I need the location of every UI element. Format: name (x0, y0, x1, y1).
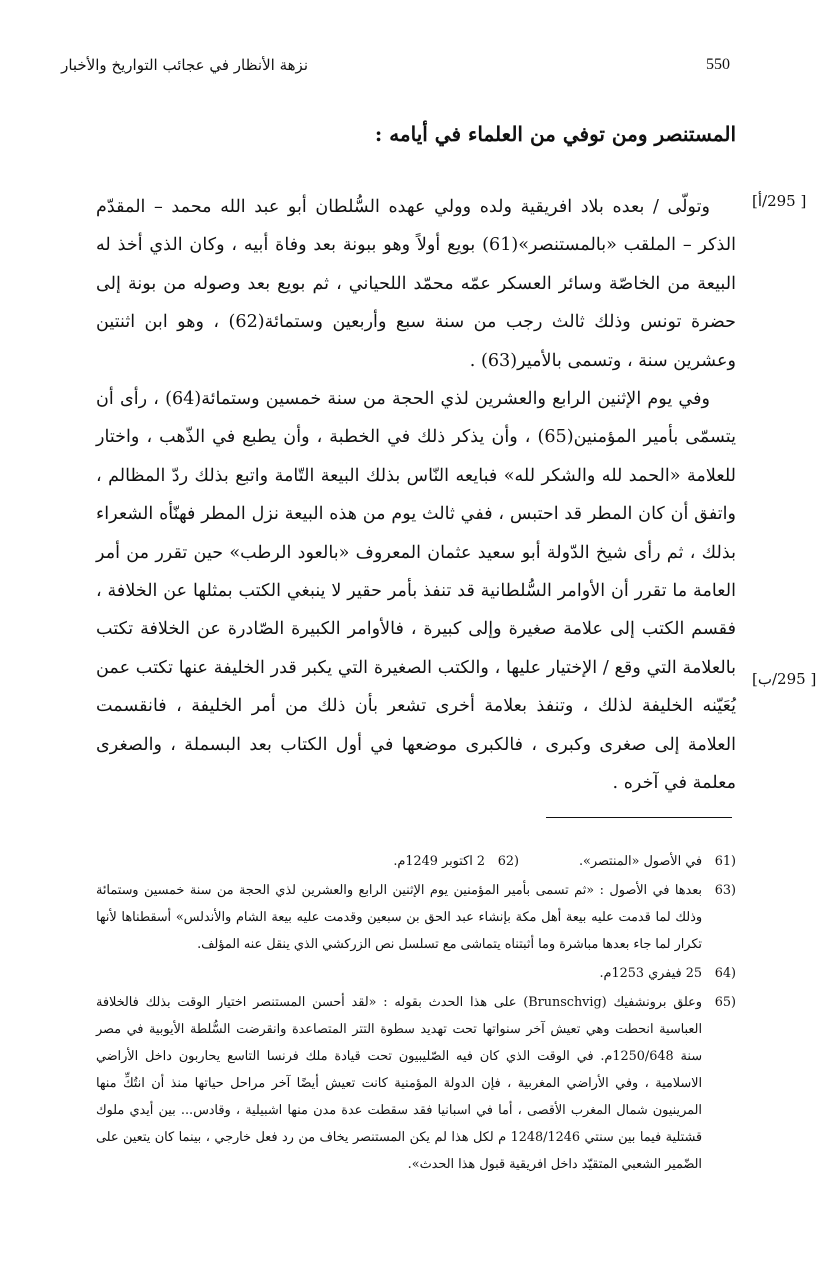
footnote-65 (96, 989, 736, 1178)
footnote-rule (546, 817, 732, 818)
footnote-number: 62) (497, 854, 519, 869)
paragraph-1: وتولّى / بعده بلاد افريقية ولده وولي عهده السُّلطان أبو عبد الله محمد – المقدّم الذكر – الملقب «بالمستنصر»(61) بويع أولاً وهو ببونة بعد وفاة أبيه ، وكان الذي أخذ له البيعة من الخاصّة وسائر العسكر عمّه محمّد اللحياني ، ثم بويع بعد وصوله من بونة إلى حضرة تونس وذلك ثالث رجب من سنة سبع وأربعين وستمائة(62) ، وهو ابن اثنتين وعشرين سنة ، وتسمى بالأمير(63) . (96, 197, 736, 371)
footnote-62 (393, 848, 519, 875)
paragraph-2: وفي يوم الإثنين الرابع والعشرين لذي الحجة من سنة خمسين وستمائة(64) ، رأى أن يتسمّى بأمير المؤمنين(65) ، وأن يذكر ذلك في الخطبة ، وأن يطبع في الذّهب ، واختار للعلامة «الحمد لله والشكر لله» فبايعه النّاس بذلك البيعة التّامة واتبع بذلك ردّ المظالم ، واتفق أن كان المطر قد احتبس ، ففي ثالث يوم من هذه البيعة نزل المطر فهنّأه الشعراء بذلك ، ثم رأى شيخ الدّولة أبو سعيد عثمان المعروف «بالعود الرطب» حين تقرر من أمر العامة ما تقرر أن الأوامر السُّلطانية قد تنفذ بأمر حقير لا ينبغي الكتب بمثلها عن الخلافة ، فقسم الكتب إلى علامة صغيرة وإلى كبيرة ، فالأوامر الكبيرة الصّادرة عن الخلافة تكتب بالعلامة التي وقع / الإختيار عليها ، والكتب الصغيرة التي يكبر قدر الخليفة عنها تكتب عمن يُعَيّنه الخليفة لذلك ، وتنفذ بعلامة أخرى تشعر بأن ذلك من أمر الخليفة ، فانقسمت العلامة إلى صغرى وكبرى ، فالكبرى موضعها في أول الكتاب بعد البسملة ، والصغرى معلمة في آخره . (96, 389, 736, 794)
running-title: نزهة الأنظار في عجائب التواريخ والأخبار (61, 56, 308, 74)
footnote-number: 65) (714, 995, 736, 1010)
footnote-text: وعلق برونشفيك (Brunschvig) على هذا الحدث بقوله : «لقد أحسن المستنصر اختيار الوقت بذلك فالخلافة العباسية انحطت وهي تعيش آخر سنواتها تحت تهديد سطوة التتر المتصاعدة وانقرضت السُّلطة الأيوبية في مصر سنة 1250/648م. في الوقت الذي كان فيه الصّليبيون تحت قيادة ملك فرنسا التاسع يحاربون داخل الأراضي الاسلامية ، وفي الأراضي المغربية ، فإن الدولة المؤمنية كانت تعيش أيضًا آخر مراحل حياتها منذ أن انتُكِّ منها المرينيون شمال المغرب الأقصى ، أما في اسبانيا فقد سقطت عدة مدن منها اشبيلية ، وقادس... بين أيدي ملوك قشتلية فيما بين سنتي 1248/1246 م لكل هذا لم يكن المستنصر يخاف من رد فعل خارجي ، بينما كان يتعين على الضّمير الشعبي المتقيّد داخل افريقية قبول هذا الحدث». (96, 995, 702, 1172)
folio-marker-a: [ 295/أ] (752, 192, 807, 210)
footnote-text: 25 فيفري 1253م. (599, 966, 702, 981)
folio-marker-b: [ 295/ب] (752, 670, 817, 688)
footnote-61 (579, 848, 736, 875)
footnote-text: في الأصول «المنتصر». (578, 854, 702, 869)
section-heading: المستنصر ومن توفي من العلماء في أيامه : (374, 122, 736, 146)
footnote-text: بعدها في الأصول : «ثم تسمى بأمير المؤمنين يوم الإثنين الرابع والعشرين لذي الحجة من سنة خمسين وستمائة وذلك لما قدمت عليه بيعة أهل مكة بإنشاء عبد الحق بن سبعين وقدمت عليه بيعة الشام والأندلس» أسقطناها لأنها تكرار لما جاء بعدها مباشرة وما أثبتناه يتماشى مع تسلسل نص الزركشي الذي ينقل عنه المؤلف. (96, 883, 702, 952)
page-number: 550 (706, 56, 730, 73)
footnote-number: 63) (714, 883, 736, 898)
page-header (0, 56, 836, 86)
footnotes (96, 848, 736, 1180)
footnote-number: 61) (714, 854, 736, 869)
footnote-text: 2 اكتوبر 1249م. (393, 854, 485, 869)
footnote-row (96, 848, 736, 875)
footnote-63 (96, 877, 736, 958)
footnote-number: 64) (714, 966, 736, 981)
footnote-64 (96, 960, 736, 987)
body-text (96, 188, 736, 803)
